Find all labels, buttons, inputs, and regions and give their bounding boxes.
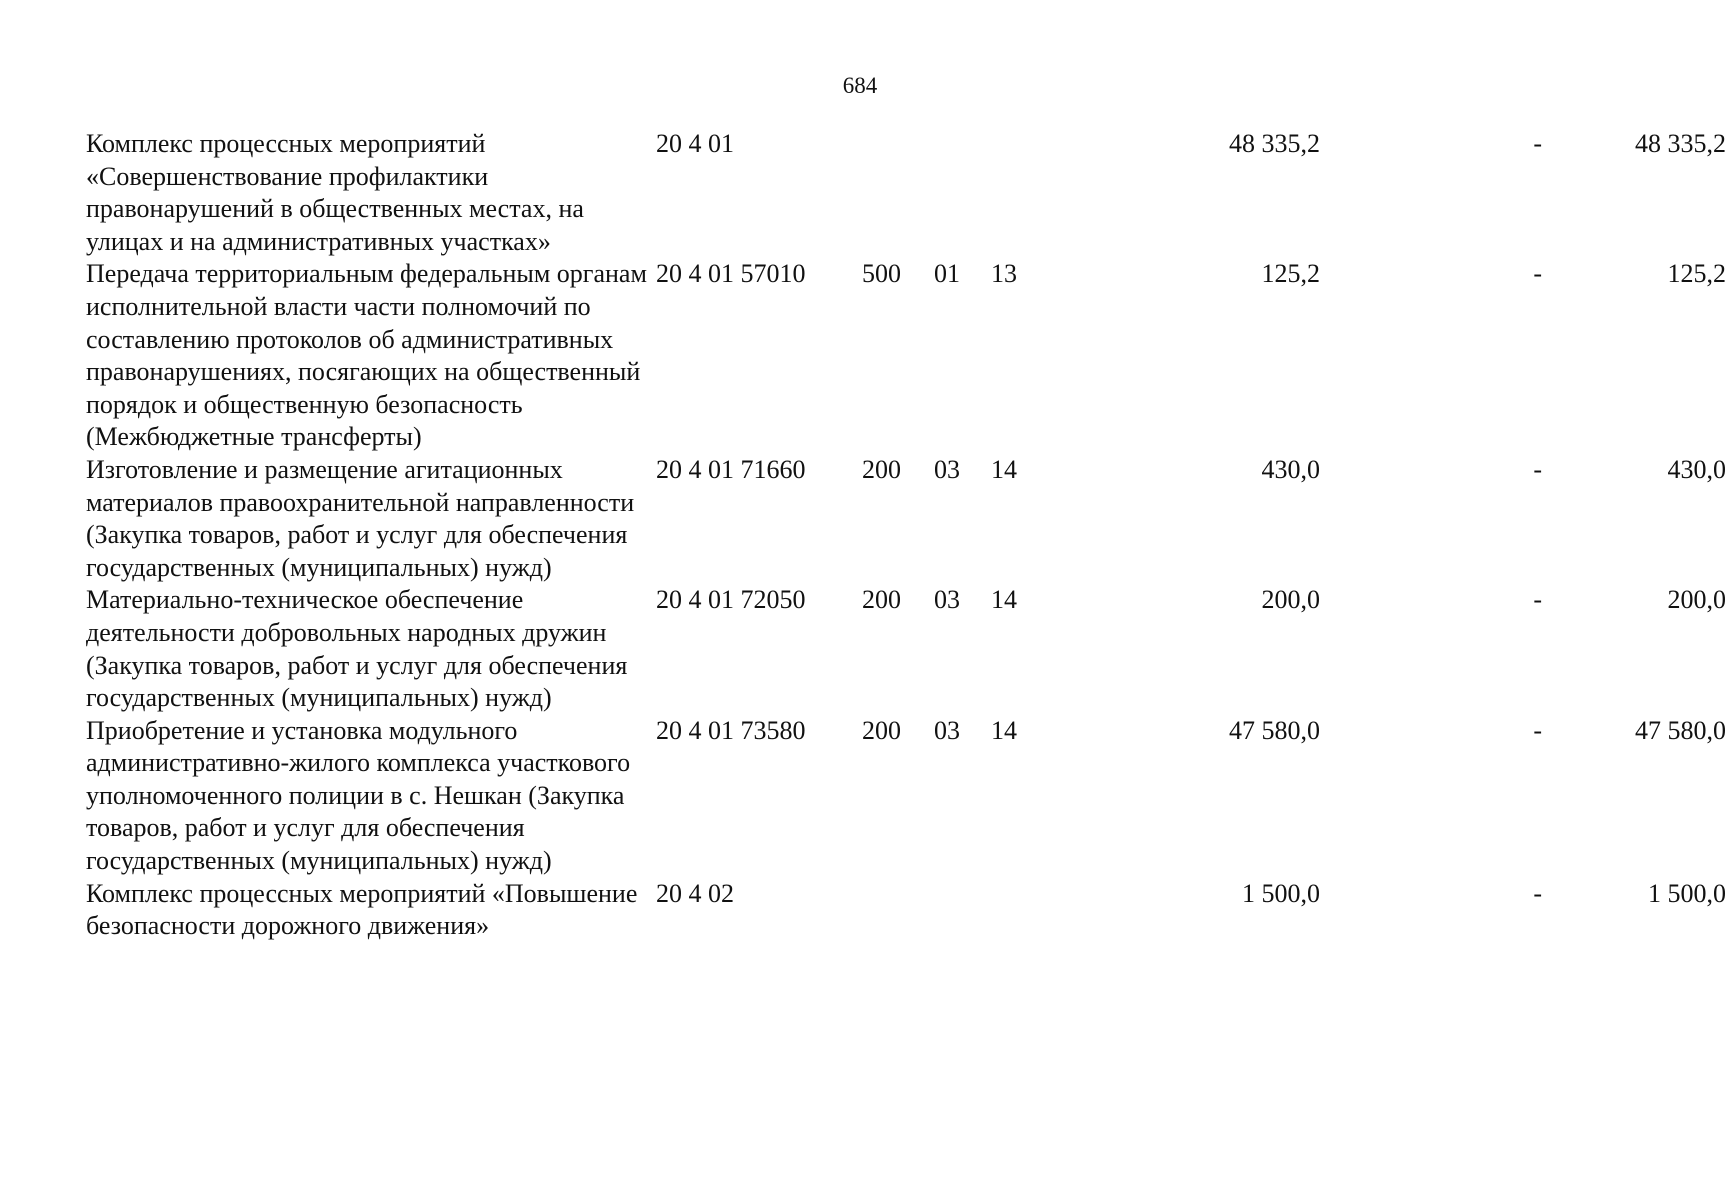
page-number: 684 bbox=[842, 73, 878, 98]
row-target-code: 20 4 01 57010 bbox=[656, 259, 806, 289]
row-amount-total: 125,2 bbox=[1667, 259, 1726, 289]
row-name: Комплекс процессных мероприятий «Повышение безопасности дорожного движения» bbox=[86, 878, 638, 941]
row-change: - bbox=[1533, 878, 1542, 908]
row-subsection: 14 bbox=[991, 585, 1017, 615]
row-expense-type bbox=[862, 128, 934, 258]
row-amount: 430,0 bbox=[1261, 454, 1320, 484]
row-expense-type: 500 bbox=[862, 259, 901, 289]
row-amount-total: 48 335,2 bbox=[1635, 129, 1726, 158]
table-body bbox=[86, 128, 1726, 943]
row-section: 03 bbox=[934, 585, 960, 615]
row-name: Передача территориальным федеральным органам исполнительной власти части полномочий по составлению протоколов об административных правонарушениях, посягающих на общественный порядок и общественную безопасность (Межбюджетные трансферты) bbox=[86, 259, 647, 452]
row-name: Приобретение и установка модульного административно-жилого комплекса участкового уполномоченного полиции в с. Нешкан (Закупка товаров, работ и услуг для обеспечения государственных (муниципальных) нужд) bbox=[86, 715, 631, 876]
row-change: - bbox=[1533, 129, 1542, 158]
row-target-code: 20 4 02 bbox=[656, 878, 734, 908]
row-target-code: 20 4 01 71660 bbox=[656, 454, 806, 484]
row-amount-total: 430,0 bbox=[1667, 454, 1726, 484]
row-section bbox=[934, 878, 991, 943]
row-expense-type: 200 bbox=[862, 454, 901, 484]
row-target-code: 20 4 01 bbox=[656, 129, 734, 158]
row-subsection: 14 bbox=[991, 715, 1017, 745]
row-expense-type: 200 bbox=[862, 585, 901, 615]
row-amount-total: 200,0 bbox=[1667, 585, 1726, 615]
table-row bbox=[86, 128, 1726, 258]
row-amount: 47 580,0 bbox=[1229, 715, 1320, 745]
table-row bbox=[86, 878, 1726, 943]
row-target-code: 20 4 01 73580 bbox=[656, 715, 806, 745]
row-section: 01 bbox=[934, 259, 960, 289]
row-target-code: 20 4 01 72050 bbox=[656, 585, 806, 615]
row-amount: 1 500,0 bbox=[1242, 878, 1320, 908]
row-amount: 200,0 bbox=[1261, 585, 1320, 615]
row-amount: 48 335,2 bbox=[1229, 129, 1320, 158]
table-row bbox=[86, 454, 1726, 584]
row-amount: 125,2 bbox=[1261, 259, 1320, 289]
table-row bbox=[86, 258, 1726, 454]
row-section: 03 bbox=[934, 715, 960, 745]
row-change: - bbox=[1533, 585, 1542, 615]
row-name: Изготовление и размещение агитационных материалов правоохранительной направленности (Закупка товаров, работ и услуг для обеспечения государственных (муниципальных) нужд) bbox=[86, 454, 635, 582]
row-change: - bbox=[1533, 454, 1542, 484]
row-name: Комплекс процессных мероприятий «Совершенствование профилактики правонарушений в общественных местах, на улицах и на административных участках» bbox=[86, 129, 584, 256]
table-row bbox=[86, 584, 1726, 714]
row-change: - bbox=[1533, 259, 1542, 289]
row-subsection bbox=[991, 878, 1051, 943]
row-amount-total: 1 500,0 bbox=[1648, 878, 1726, 908]
row-section bbox=[934, 128, 991, 258]
row-subsection: 14 bbox=[991, 454, 1017, 484]
row-subsection bbox=[991, 128, 1051, 258]
row-subsection: 13 bbox=[991, 259, 1017, 289]
row-name: Материально-техническое обеспечение деятельности добровольных народных дружин (Закупка товаров, работ и услуг для обеспечения государственных (муниципальных) нужд) bbox=[86, 585, 628, 713]
budget-table bbox=[86, 128, 1726, 943]
row-amount-total: 47 580,0 bbox=[1635, 715, 1726, 745]
row-expense-type bbox=[862, 878, 934, 943]
row-expense-type: 200 bbox=[862, 715, 901, 745]
table-row bbox=[86, 715, 1726, 878]
row-change: - bbox=[1533, 715, 1542, 745]
row-section: 03 bbox=[934, 454, 960, 484]
